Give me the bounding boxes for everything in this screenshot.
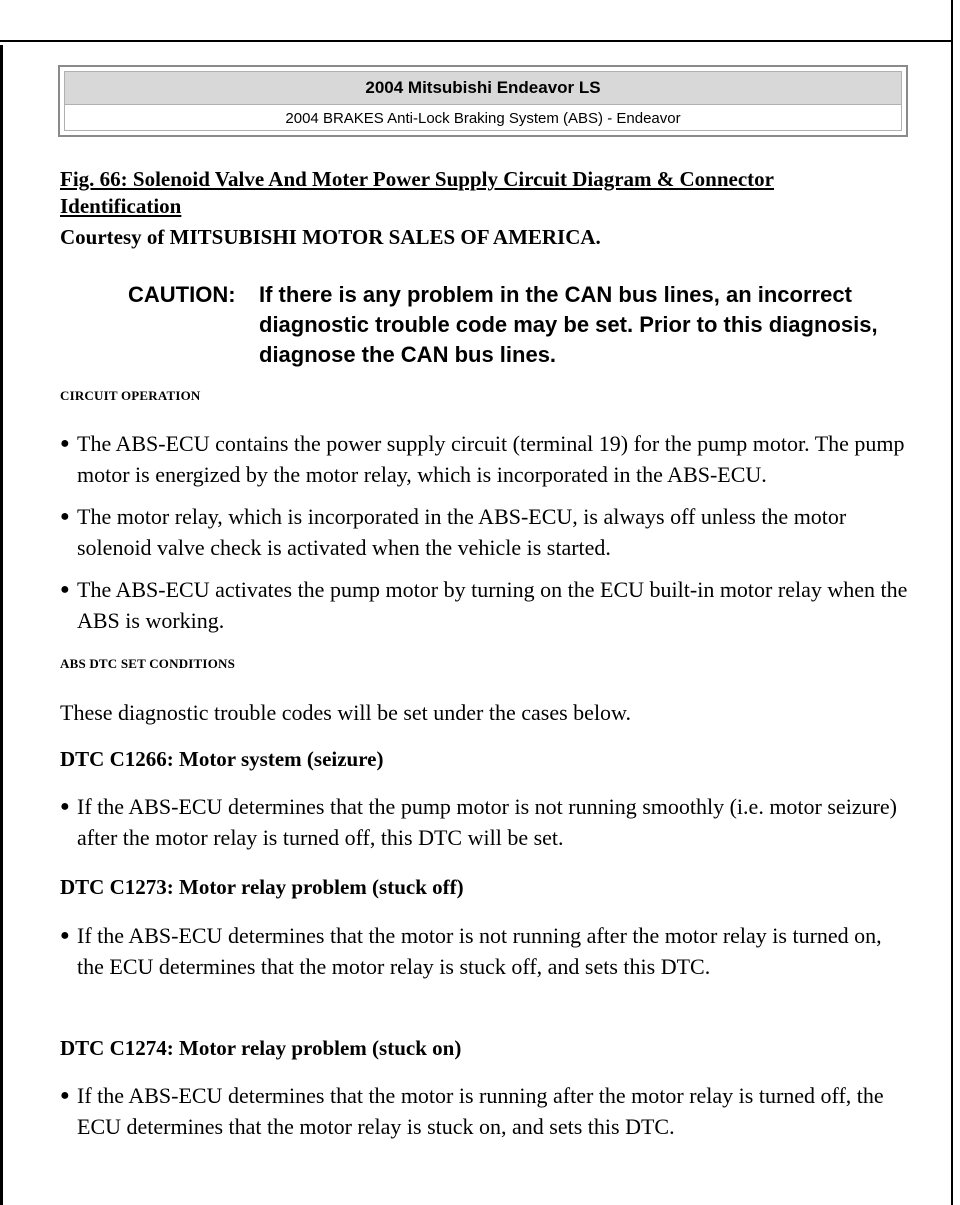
list-item-text: The motor relay, which is incorporated in the ABS-ECU, is always off unless the motor solenoid valve check is activated when the vehicle is started. <box>77 504 847 560</box>
bullet-icon: ● <box>60 435 70 452</box>
caution-label: CAUTION: <box>128 282 236 307</box>
dtc-c1266-title: DTC C1266: Motor system (seizure) <box>60 747 384 771</box>
list-item-text: If the ABS-ECU determines that the pump motor is not running smoothly (i.e. motor seizure) after the motor relay is turned off, this DTC will be set. <box>77 794 897 850</box>
bullet-icon: ● <box>60 581 70 598</box>
document-header-inner <box>64 71 902 131</box>
figure-courtesy: Courtesy of MITSUBISHI MOTOR SALES OF AMERICA. <box>60 225 601 249</box>
list-item-text: If the ABS-ECU determines that the motor is running after the motor relay is turned off, the ECU determines that the motor relay is stuck on, and sets this DTC. <box>77 1083 884 1139</box>
page-frame-top <box>0 40 951 42</box>
bullet-icon: ● <box>60 1087 70 1104</box>
circuit-operation-heading: CIRCUIT OPERATION <box>60 388 201 403</box>
dtc-c1266-list <box>60 791 910 864</box>
dtc-c1274-title: DTC C1274: Motor relay problem (stuck on) <box>60 1036 462 1060</box>
circuit-operation-list <box>60 428 910 647</box>
dtc-c1273-list <box>60 920 910 993</box>
document-header <box>58 65 908 137</box>
section-title: 2004 BRAKES Anti-Lock Braking System (ABS) - Endeavor <box>285 110 681 127</box>
list-item <box>60 920 910 982</box>
figure-title-link[interactable]: Fig. 66: Solenoid Valve And Moter Power Supply Circuit Diagram & Connector Identification <box>60 167 774 218</box>
list-item-text: The ABS-ECU contains the power supply circuit (terminal 19) for the pump motor. The pump motor is energized by the motor relay, which is incorporated in the ABS-ECU. <box>77 431 905 487</box>
list-item <box>60 1080 910 1142</box>
bullet-icon: ● <box>60 927 70 944</box>
page-frame-left <box>0 45 3 1205</box>
list-item-text: If the ABS-ECU determines that the motor is not running after the motor relay is turned on, the ECU determines that the motor relay is stuck off, and sets this DTC. <box>77 923 882 979</box>
dtc-c1274-list <box>60 1080 910 1153</box>
dtc-intro: These diagnostic trouble codes will be set under the cases below. <box>60 700 632 725</box>
list-item <box>60 791 910 853</box>
caution-text: If there is any problem in the CAN bus lines, an incorrect diagnostic trouble code may be set. Prior to this diagnosis, diagnose the CAN bus lines. <box>259 282 878 367</box>
dtc-c1273-title: DTC C1273: Motor relay problem (stuck off) <box>60 875 464 899</box>
page-frame-right <box>951 0 953 1205</box>
bullet-icon: ● <box>60 508 70 525</box>
bullet-icon: ● <box>60 798 70 815</box>
list-item <box>60 428 910 490</box>
dtc-conditions-heading: ABS DTC SET CONDITIONS <box>60 656 236 671</box>
vehicle-title: 2004 Mitsubishi Endeavor LS <box>65 72 901 105</box>
list-item-text: The ABS-ECU activates the pump motor by turning on the ECU built-in motor relay when the ABS is working. <box>77 577 908 633</box>
list-item <box>60 574 910 636</box>
list-item <box>60 501 910 563</box>
